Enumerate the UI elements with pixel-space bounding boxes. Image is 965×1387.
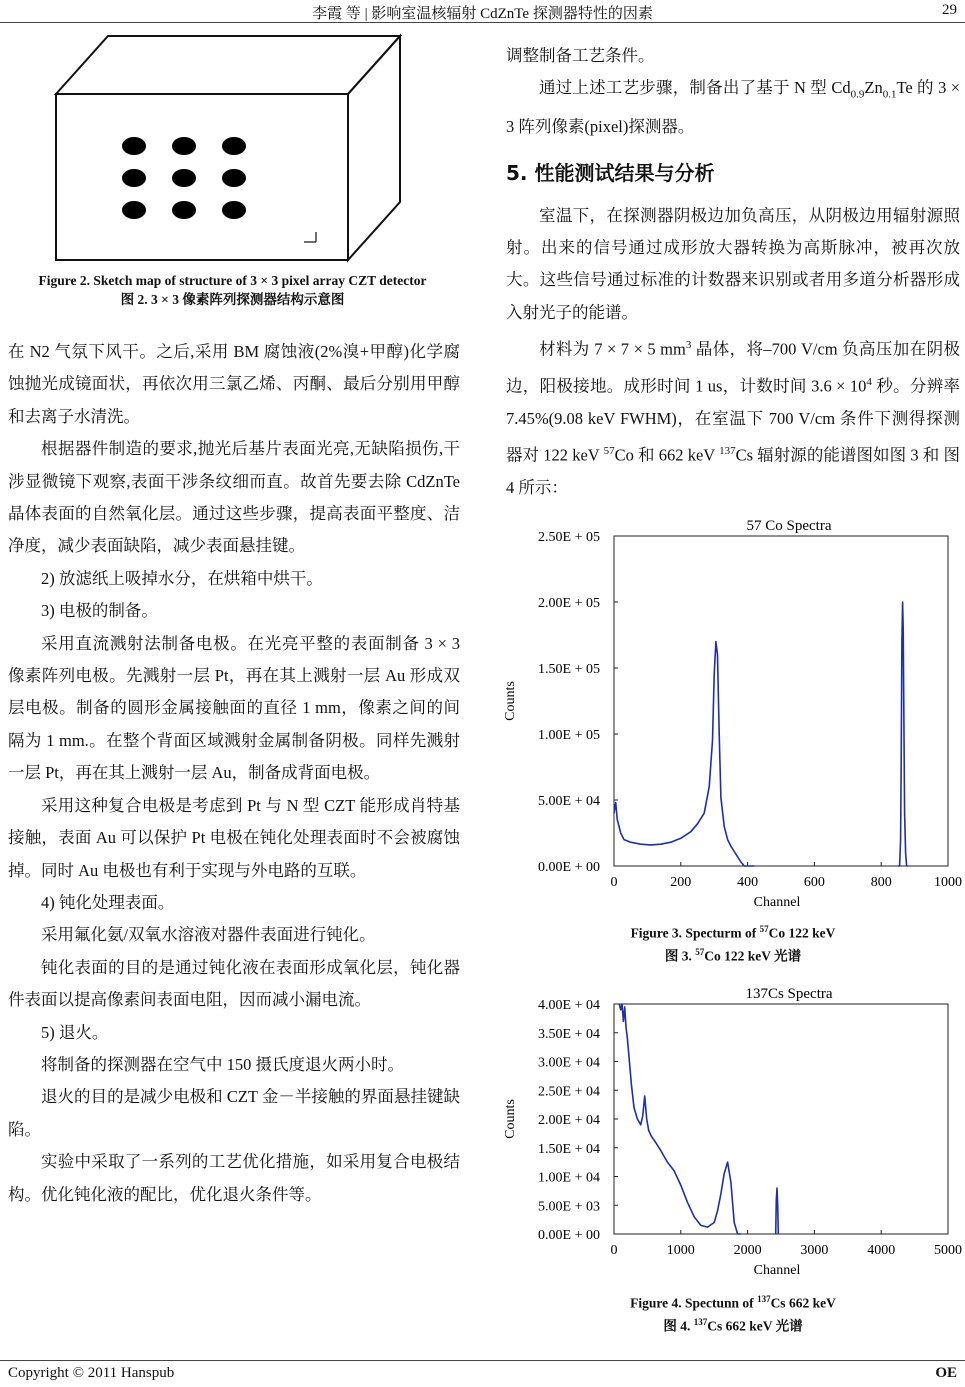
y-tick-label: 3.50E + 04	[538, 1026, 600, 1042]
x-tick-label: 5000	[934, 1243, 962, 1258]
figure-2-caption	[0, 271, 465, 309]
y-tick-label: 2.50E + 04	[538, 1084, 600, 1100]
x-axis-label: Channel	[753, 895, 801, 910]
pixel-electrode	[122, 201, 146, 219]
y-tick-label: 0.00E + 00	[538, 860, 600, 875]
figure-4-chart	[498, 980, 965, 1282]
co57-spectrum-plot	[498, 512, 965, 914]
chart-title: 137Cs Spectra	[745, 986, 833, 1002]
spectrum-line	[614, 642, 754, 866]
right-column-text	[506, 40, 960, 505]
y-tick-label: 2.00E + 04	[538, 1113, 600, 1128]
figure-3-caption-zh: 图 3. $^{57}$Co 122 keV 光谱	[664, 946, 802, 963]
x-tick-label: 1000	[934, 875, 962, 890]
y-tick-label: 5.00E + 03	[538, 1199, 600, 1215]
paragraph: 根据器件制造的要求,抛光后基片表面光亮,无缺陷损伤,干涉显微镜下观察,表面干涉条纹细而直。故首先要去除 CdZnTe 晶体表面的自然氧化层。通过这些步骤，提高表面平整度、洁净度，减少表面缺陷，减少表面悬挂键。	[8, 439, 460, 556]
paragraph: 室温下，在探测器阴极边加负高压，从阴极边用辐射源照射。出来的信号通过成形放大器转换为高斯脉冲，被再次放大。这些信号通过标准的计数器来识别或者用多道分析器形成入射光子的能谱。	[506, 205, 960, 322]
x-tick-label: 200	[670, 875, 692, 890]
x-tick-label: 0	[610, 875, 618, 890]
numbered-step: 4) 钝化处理表面。	[41, 892, 175, 912]
paragraph: 钝化表面的目的是通过钝化液在表面形成氧化层，钝化器件表面以提高像素间表面电阻，因而减小漏电流。	[8, 957, 460, 1010]
x-axis-label: Channel	[753, 1263, 801, 1278]
figure-3-chart	[498, 512, 965, 914]
running-title: 李霞 等 | 影响室温核辐射 CdZnTe 探测器特性的因素	[312, 6, 653, 22]
numbered-step: 3) 电极的制备。	[41, 601, 158, 621]
figure-2-caption-en: Figure 2. Sketch map of structure of 3 × 3 pixel array CZT detector	[38, 273, 427, 288]
pixel-electrode	[172, 137, 196, 155]
spectrum-line	[898, 602, 908, 866]
pixel-electrode	[172, 201, 196, 219]
pixel-electrode	[222, 137, 246, 155]
paragraph: 材料为 7 × 7 × 5 $mm^3$ 晶体，将–700 V/cm 负高压加在阴极边，阳极接地。成形时间 1 us，计数时间 $3.6 \times 10^4$ 秒。分辨率 7.45%(9.08 keV FWHM)，在室温下 700 V/cm 条件下测得探测器对 122 keV $^{57}$Co 和 662 keV $^{137}$Cs 辐射源的能谱图如图 3 和 图 4 所示：	[506, 339, 960, 498]
pixel-array	[122, 137, 246, 219]
figure-4-caption	[506, 1290, 960, 1335]
x-tick-label: 800	[870, 875, 892, 890]
copyright-text: Copyright © 2011 Hanspub	[8, 1365, 175, 1381]
y-tick-label: 1.50E + 05	[538, 662, 600, 677]
y-tick-label: 1.00E + 05	[538, 728, 600, 743]
paragraph: 退火的目的是减少电极和 CZT 金－半接触的界面悬挂键缺陷。	[8, 1087, 460, 1139]
pixel-electrode	[122, 169, 146, 187]
figure-3-caption	[506, 920, 960, 965]
chart-title: 57 Co Spectra	[746, 518, 832, 534]
x-tick-label: 1000	[666, 1243, 695, 1258]
cube-top-face	[56, 36, 400, 94]
paragraph: 采用氟化氨/双氧水溶液对器件表面进行钝化。	[41, 925, 376, 945]
spectrum-line	[776, 1188, 779, 1234]
y-tick-label: 4.00E + 04	[538, 998, 600, 1013]
plot-frame	[614, 1004, 948, 1234]
paragraph: 调整制备工艺条件。	[506, 46, 655, 65]
paragraph: 将制备的探测器在空气中 150 摄氏度退火两小时。	[41, 1054, 404, 1074]
x-tick-label: 2000	[733, 1243, 762, 1258]
x-tick-label: 3000	[800, 1243, 829, 1258]
journal-abbrev: OE	[935, 1365, 957, 1381]
left-column-text	[8, 336, 460, 1211]
paragraph: 采用直流溅射法制备电极。在光亮平整的表面制备 3 × 3 像素阵列电极。先溅射一层 Pt，再在其上溅射一层 Au 形成双层电极。制备的圆形金属接触面的直径 1 mm，像素之间的间隔为 1 mm.。在整个背面区域溅射金属制备阴极。同样先溅射一层 Pt，再在其上溅射一层 Au，制备成背面电极。	[8, 633, 460, 783]
paragraph: 通过上述工艺步骤，制备出了基于 N 型 $Cd_{0.9}Zn_{0.1}Te$ 的 3 × 3 阵列像素(pixel)探测器。	[506, 78, 961, 137]
numbered-step: 2) 放滤纸上吸掉水分，在烘箱中烘干。	[41, 568, 323, 588]
x-tick-label: 4000	[867, 1243, 896, 1258]
y-axis-label: Counts	[503, 1099, 518, 1139]
cs137-spectrum-plot	[498, 980, 965, 1282]
y-tick-label: 0.00E + 00	[538, 1228, 600, 1243]
x-tick-label: 0	[610, 1243, 618, 1258]
numbered-step: 5) 退火。	[41, 1022, 109, 1042]
y-tick-label: 5.00E + 04	[538, 794, 600, 809]
plot-frame	[614, 536, 948, 866]
x-tick-label: 400	[737, 875, 759, 890]
pixel-electrode	[122, 137, 146, 155]
pixel-electrode	[172, 169, 196, 187]
y-tick-label: 1.50E + 04	[538, 1141, 600, 1157]
page-number: 29	[942, 2, 957, 18]
y-tick-label: 1.00E + 04	[538, 1170, 600, 1186]
figure-2-sketch	[48, 26, 408, 266]
spectrum-line	[619, 1004, 741, 1234]
paragraph: 采用这种复合电极是考虑到 Pt 与 N 型 CZT 能形成肖特基接触，表面 Au 可以保护 Pt 电极在钝化处理表面时不会被腐蚀掉。同时 Au 电极也有利于实现与外电路的互联。	[8, 795, 460, 880]
cube-right-face	[348, 36, 400, 260]
y-tick-label: 2.00E + 05	[538, 596, 600, 611]
y-tick-label: 3.00E + 04	[538, 1055, 600, 1071]
pixel-electrode	[222, 169, 246, 187]
paragraph: 在 N2 气氛下风干。之后,采用 BM 腐蚀液(2%溴+甲醇)化学腐蚀抛光成镜面状，再依次用三氯乙烯、丙酮、最后分别用甲醇和去离子水清洗。	[8, 342, 460, 426]
figure-2-caption-zh: 图 2. 3 × 3 像素阵列探测器结构示意图	[120, 292, 345, 307]
cube-front-face	[56, 94, 348, 260]
paragraph: 实验中采取了一系列的工艺优化措施，如采用复合电极结构。优化钝化液的配比，优化退火条件等。	[8, 1152, 460, 1204]
page-header	[0, 0, 965, 23]
y-tick-label: 2.50E + 05	[538, 530, 600, 545]
figure-4-caption-zh: 图 4. $^{137}$Cs 662 keV 光谱	[663, 1316, 803, 1333]
figure-3-caption-en: Figure 3. Specturm of $^{57}$Co 122 keV	[630, 924, 836, 941]
figure-4-caption-en: Figure 4. Spectunn of $^{137}$Cs 662 keV	[630, 1294, 836, 1311]
x-tick-label: 600	[803, 875, 825, 890]
pixel-electrode	[222, 201, 246, 219]
page-footer	[0, 1360, 965, 1387]
section-heading: 5. 性能测试结果与分析	[506, 160, 715, 185]
y-axis-label: Counts	[503, 681, 518, 721]
